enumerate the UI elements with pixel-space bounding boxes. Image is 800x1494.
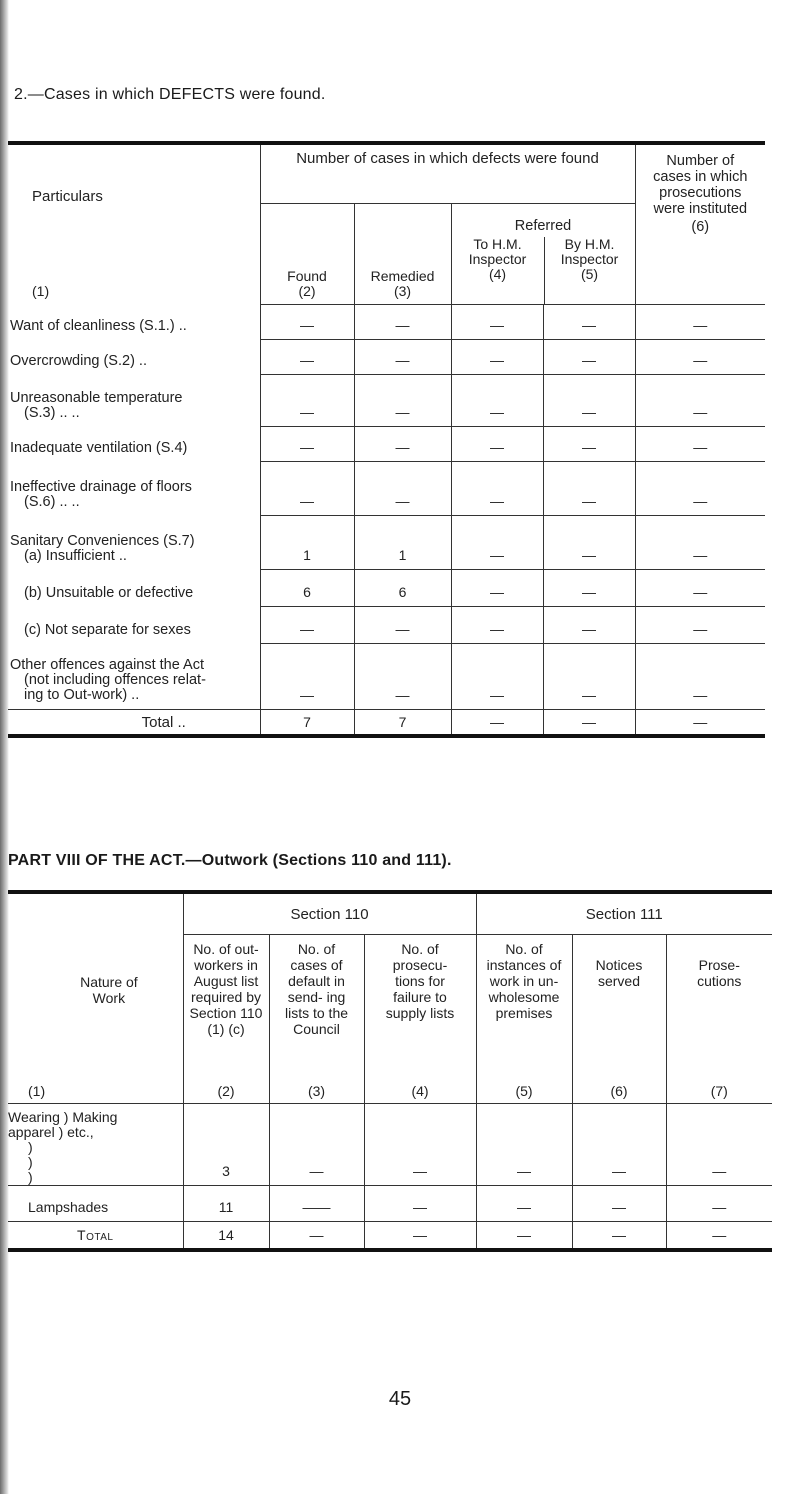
- header-number-of-cases: Number of cases in which defects were found: [260, 143, 635, 204]
- header-unwholesome-premises: No. of instances of work in un- wholesome premises (5): [476, 935, 572, 1104]
- header-to-hm-inspector: To H.M. Inspector (4): [468, 236, 527, 282]
- header-found: Found (2): [260, 204, 354, 305]
- table-row: (c) Not separate for sexes — — — — —: [8, 607, 765, 644]
- header-section-111: Section 111: [476, 892, 772, 935]
- header-remedied: Remedied (3): [354, 204, 451, 305]
- table-row: Inadequate ventilation (S.4) — — — — —: [8, 427, 765, 462]
- header-prosecutions: Prose- cutions (7): [666, 935, 772, 1104]
- table-row: (b) Unsuitable or defective 6 6 — — —: [8, 570, 765, 607]
- header-outworkers: No. of out- workers in August list required by Section 110 (1) (c) (2): [183, 935, 269, 1104]
- header-referred: Referred To H.M. Inspector (4) By H.M. Inspector (5): [451, 204, 635, 305]
- header-prosecutions: Number of cases in which prosecutions were instituted (6): [635, 143, 765, 305]
- table-row: Want of cleanliness (S.1.) .. — — — — —: [8, 305, 765, 340]
- table-row: Unreasonable temperature (S.3) .. .. — — — — —: [8, 375, 765, 427]
- table-row: Ineffective drainage of floors (S.6) .. .. — — — — —: [8, 462, 765, 516]
- defects-table: [8, 141, 765, 738]
- outwork-table: [8, 890, 772, 1252]
- page-number: 45: [388, 1388, 412, 1410]
- header-particulars: Particulars (1): [32, 188, 103, 299]
- header-prosecutions-lists: No. of prosecu- tions for failure to supply lists (4): [364, 935, 476, 1104]
- table-row: Wearing ) Making apparel ) etc., ) ) ) 3 — — — — —: [8, 1104, 772, 1186]
- total-row: Total .. 7 7 — — —: [8, 710, 765, 736]
- total-row: Total 14 — — — — —: [8, 1222, 772, 1250]
- header-section-110: Section 110: [183, 892, 476, 935]
- table-row: Sanitary Conveniences (S.7) (a) Insufficient .. 1 1 — — —: [8, 516, 765, 570]
- header-by-hm-inspector: By H.M. Inspector (5): [560, 236, 619, 282]
- header-default-cases: No. of cases of default in send- ing lists to the Council (3): [269, 935, 364, 1104]
- table-row: Overcrowding (S.2) .. — — — — —: [8, 340, 765, 375]
- table-row: Other offences against the Act (not including offences relat- ing to Out-work) .. — — — — —: [8, 644, 765, 710]
- table-row: Lampshades 11 —— — — — —: [8, 1186, 772, 1222]
- outwork-heading: PART VIII OF THE ACT.—Outwork (Sections 110 and 111).: [8, 852, 452, 869]
- defects-heading: 2.—Cases in which DEFECTS were found.: [14, 86, 326, 103]
- header-nature-of-work: Nature of Work (1): [28, 974, 138, 1099]
- header-notices-served: Notices served (6): [572, 935, 666, 1104]
